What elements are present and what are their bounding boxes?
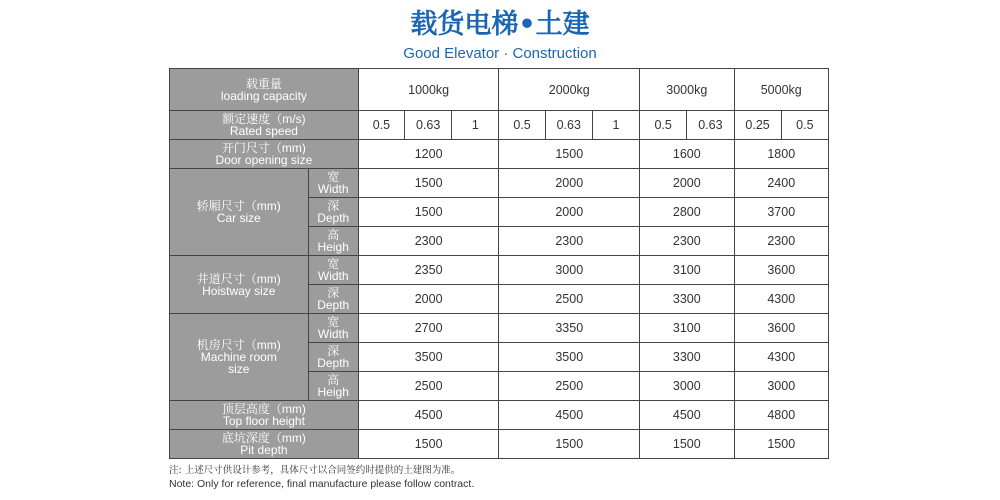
note-english: Note: Only for reference, final manufacture please follow contract. [169, 478, 475, 490]
top-floor-cell: 4500 [640, 401, 734, 430]
pit-depth-cell: 1500 [499, 430, 640, 459]
speed-cell: 0.25 [734, 111, 781, 140]
page-title: 载货电梯•土建 [410, 9, 590, 40]
label-car-size: 轿厢尺寸（mm) Car size [170, 169, 309, 256]
speed-cell: 1 [452, 111, 499, 140]
car-height-cell: 2300 [358, 227, 499, 256]
label-width: 宽 Width [308, 256, 358, 285]
label-depth: 深 Depth [308, 285, 358, 314]
machine-depth-cell: 3500 [499, 343, 640, 372]
machine-height-cell: 3000 [734, 372, 829, 401]
speed-cell: 0.63 [405, 111, 452, 140]
car-width-cell: 2000 [499, 169, 640, 198]
pit-depth-cell: 1500 [734, 430, 829, 459]
capacity-cell: 2000kg [499, 69, 640, 111]
machine-height-cell: 2500 [499, 372, 640, 401]
car-depth-cell: 2800 [640, 198, 734, 227]
car-depth-cell: 3700 [734, 198, 829, 227]
machine-depth-cell: 3300 [640, 343, 734, 372]
machine-width-cell: 2700 [358, 314, 499, 343]
hoist-depth-cell: 2000 [358, 285, 499, 314]
pit-depth-cell: 1500 [640, 430, 734, 459]
label-rated-speed: 额定速度（m/s) Rated speed [170, 111, 359, 140]
top-floor-cell: 4500 [358, 401, 499, 430]
machine-depth-cell: 4300 [734, 343, 829, 372]
speed-cell: 0.5 [640, 111, 687, 140]
speed-cell: 0.5 [499, 111, 545, 140]
table-row-speed [170, 111, 829, 140]
speed-cell: 1 [592, 111, 639, 140]
label-depth: 深 Depth [308, 343, 358, 372]
table-row-car-width [170, 169, 829, 198]
car-height-cell: 2300 [499, 227, 640, 256]
label-depth: 深 Depth [308, 198, 358, 227]
table-row-machine-width [170, 314, 829, 343]
label-hoistway-size: 井道尺寸（mm) Hoistway size [170, 256, 309, 314]
label-pit-depth: 底坑深度（mm) Pit depth [170, 430, 359, 459]
label-door-opening: 开门尺寸（mm) Door opening size [170, 140, 359, 169]
label-height: 高 Heigh [308, 372, 358, 401]
hoist-depth-cell: 2500 [499, 285, 640, 314]
machine-height-cell: 3000 [640, 372, 734, 401]
page-subtitle: Good Elevator · Construction [403, 45, 597, 62]
hoist-width-cell: 2350 [358, 256, 499, 285]
machine-depth-cell: 3500 [358, 343, 499, 372]
hoist-width-cell: 3000 [499, 256, 640, 285]
car-height-cell: 2300 [734, 227, 829, 256]
hoist-width-cell: 3100 [640, 256, 734, 285]
capacity-cell: 3000kg [640, 69, 734, 111]
machine-height-cell: 2500 [358, 372, 499, 401]
table-row-top-floor [170, 401, 829, 430]
label-width: 宽 Width [308, 314, 358, 343]
label-machine-room-size: 机房尺寸（mm) Machine room size [170, 314, 309, 401]
table-row-hoist-width [170, 256, 829, 285]
construction-spec-table [169, 68, 829, 459]
label-width: 宽 Width [308, 169, 358, 198]
label-capacity: 载重量 loading capacity [170, 69, 359, 111]
table-row-capacity [170, 69, 829, 111]
speed-cell: 0.63 [545, 111, 592, 140]
car-width-cell: 1500 [358, 169, 499, 198]
machine-width-cell: 3100 [640, 314, 734, 343]
door-cell: 1200 [358, 140, 499, 169]
hoist-depth-cell: 3300 [640, 285, 734, 314]
capacity-cell: 1000kg [358, 69, 499, 111]
label-top-floor-height: 顶层高度（mm) Top floor height [170, 401, 359, 430]
car-width-cell: 2400 [734, 169, 829, 198]
car-depth-cell: 2000 [499, 198, 640, 227]
door-cell: 1600 [640, 140, 734, 169]
table-row-door [170, 140, 829, 169]
machine-width-cell: 3350 [499, 314, 640, 343]
note-chinese: 注: 上述尺寸供设计参考，具体尺寸以合同签约时提供的土建图为准。 [169, 465, 461, 476]
speed-cell: 0.5 [358, 111, 404, 140]
door-cell: 1800 [734, 140, 829, 169]
hoist-depth-cell: 4300 [734, 285, 829, 314]
pit-depth-cell: 1500 [358, 430, 499, 459]
top-floor-cell: 4800 [734, 401, 829, 430]
machine-width-cell: 3600 [734, 314, 829, 343]
car-height-cell: 2300 [640, 227, 734, 256]
label-height: 高 Heigh [308, 227, 358, 256]
car-depth-cell: 1500 [358, 198, 499, 227]
table-row-pit-depth [170, 430, 829, 459]
top-floor-cell: 4500 [499, 401, 640, 430]
hoist-width-cell: 3600 [734, 256, 829, 285]
capacity-cell: 5000kg [734, 69, 829, 111]
door-cell: 1500 [499, 140, 640, 169]
speed-cell: 0.63 [687, 111, 734, 140]
car-width-cell: 2000 [640, 169, 734, 198]
speed-cell: 0.5 [781, 111, 828, 140]
